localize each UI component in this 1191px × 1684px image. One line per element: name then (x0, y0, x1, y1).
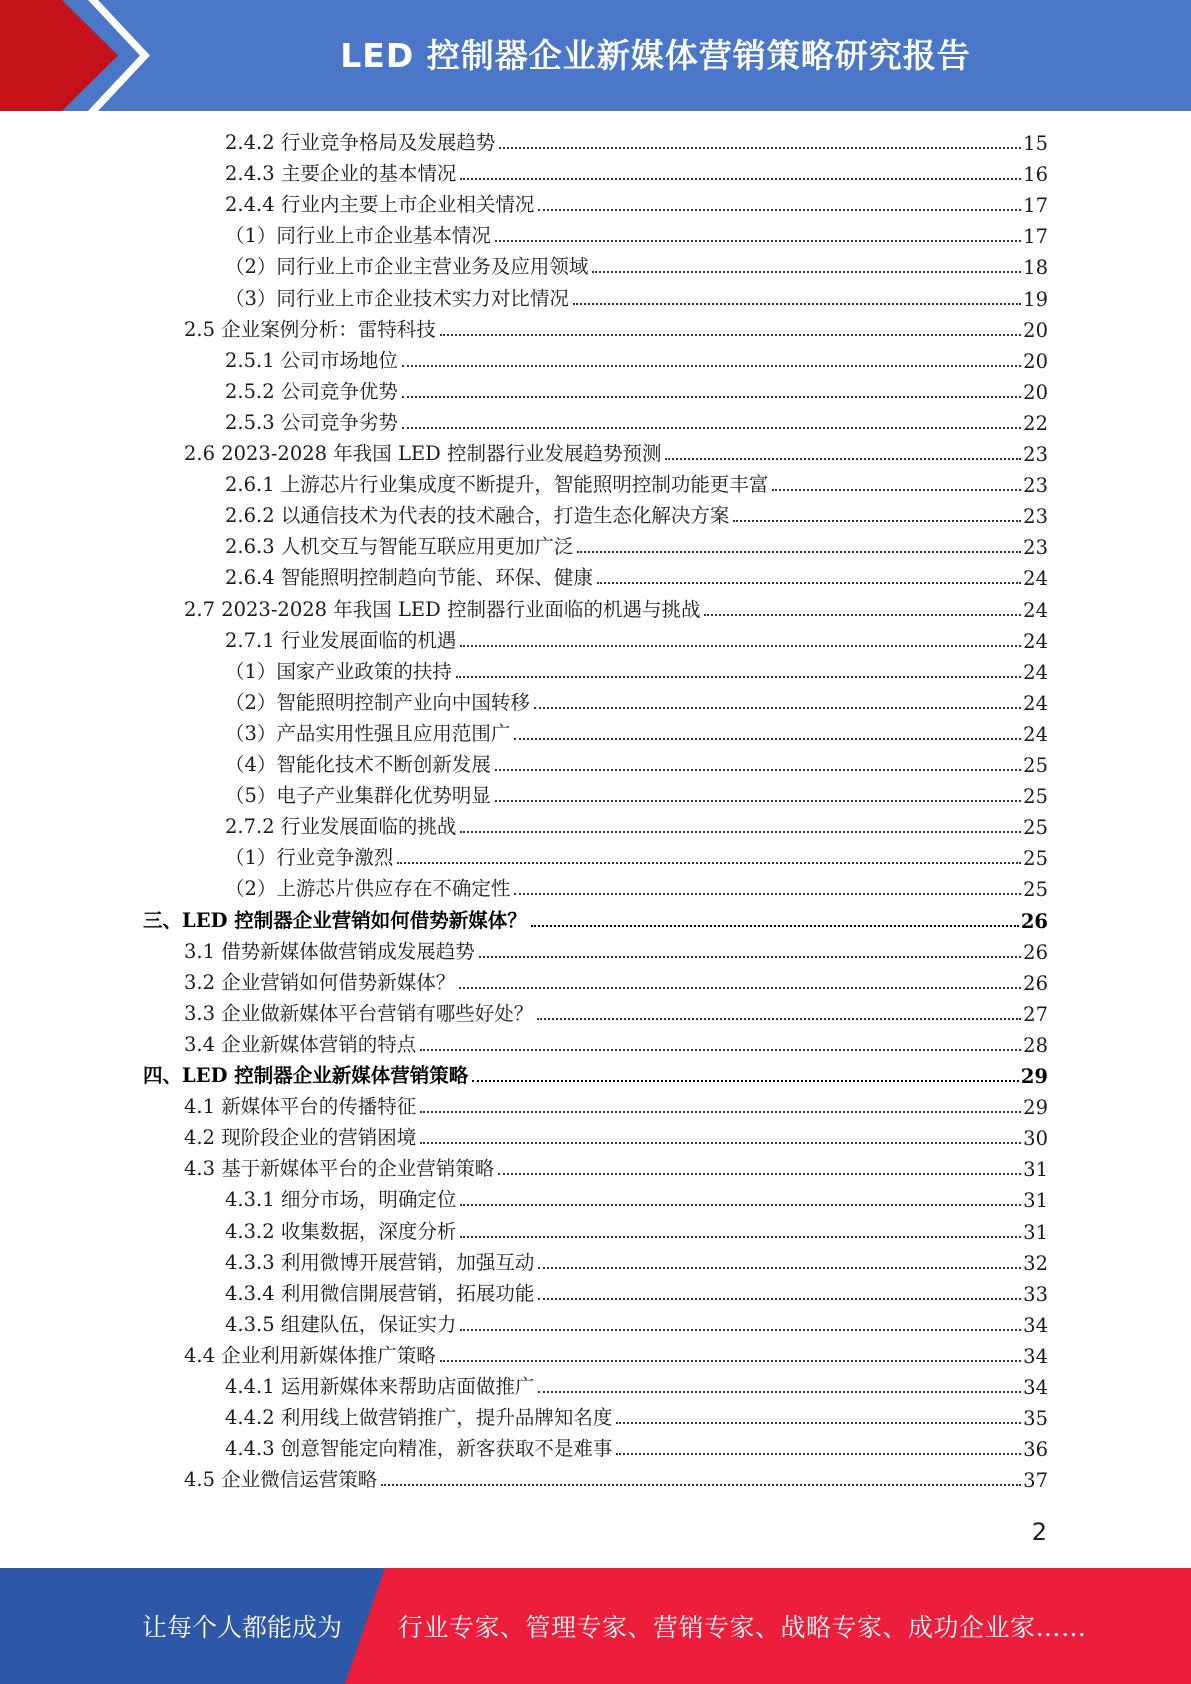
toc-entry-page: 20 (1023, 318, 1048, 342)
report-title: LED 控制器企业新媒体营销策略研究报告 (340, 36, 971, 75)
toc-entry-label: 2.4.4 行业内主要上市企业相关情况 (225, 193, 535, 217)
toc-dot-leader (592, 271, 1021, 273)
toc-entry-page: 17 (1023, 225, 1048, 249)
toc-entry-page: 20 (1023, 349, 1048, 373)
toc-dot-leader (460, 1236, 1021, 1238)
toc-dot-leader (616, 1422, 1021, 1424)
toc-entry[interactable] (184, 1464, 1048, 1492)
toc-dot-leader (460, 1329, 1021, 1331)
toc-dot-leader (397, 862, 1021, 864)
toc-entry-page: 34 (1023, 1313, 1048, 1337)
toc-dot-leader (402, 365, 1021, 367)
toc-entry-page: 19 (1023, 287, 1048, 311)
toc-entry[interactable] (225, 1309, 1048, 1337)
toc-entry-label: （1）国家产业政策的扶持 (225, 659, 452, 683)
toc-entry-page: 36 (1023, 1438, 1048, 1462)
toc-dot-leader (514, 893, 1021, 895)
toc-entry[interactable] (225, 625, 1048, 653)
toc-entry[interactable] (225, 1184, 1048, 1212)
toc-entry[interactable] (225, 345, 1048, 373)
toc-entry-label: 2.7.2 行业发展面临的挑战 (225, 815, 457, 839)
toc-entry[interactable] (225, 811, 1048, 839)
footer-slogan-left: 让每个人都能成为 (142, 1613, 343, 1642)
toc-entry-label: （3）产品实用性强且应用范围广 (225, 721, 511, 745)
toc-dot-leader (402, 427, 1021, 429)
toc-entry-page: 24 (1023, 691, 1048, 715)
toc-dot-leader (514, 738, 1021, 740)
toc-dot-leader (733, 520, 1021, 522)
toc-entry[interactable] (225, 407, 1048, 435)
toc-entry-page: 23 (1023, 505, 1048, 529)
toc-entry[interactable] (184, 438, 1048, 466)
toc-entry-page: 35 (1023, 1407, 1048, 1431)
toc-entry-page: 25 (1023, 816, 1048, 840)
toc-entry-label: 2.5.3 公司竞争劣势 (225, 410, 398, 434)
toc-entry[interactable] (225, 780, 1048, 808)
toc-entry-label: （1）同行业上市企业基本情况 (225, 224, 491, 248)
toc-entry[interactable] (225, 842, 1048, 870)
toc-entry-page: 31 (1023, 1220, 1048, 1244)
toc-entry-page: 24 (1023, 567, 1048, 591)
toc-entry-label: 4.3.3 利用微博开展营销，加强互动 (225, 1250, 535, 1274)
toc-dot-leader (460, 645, 1021, 647)
toc-dot-leader (498, 1173, 1021, 1175)
toc-entry[interactable] (225, 376, 1048, 404)
toc-entry-label: 2.7.1 行业发展面临的机遇 (225, 628, 457, 652)
toc-entry-label: 4.3.5 组建队伍，保证实力 (225, 1312, 457, 1336)
toc-entry[interactable] (184, 1153, 1048, 1181)
toc-dot-leader (440, 334, 1021, 336)
toc-dot-leader (597, 582, 1021, 584)
toc-entry-page: 15 (1023, 132, 1048, 155)
toc-entry[interactable] (184, 1091, 1048, 1119)
toc-entry[interactable] (184, 1029, 1048, 1057)
toc-entry[interactable] (225, 749, 1048, 777)
toc-entry-page: 16 (1023, 163, 1048, 187)
toc-dot-leader (531, 925, 1019, 927)
toc-entry-label: 三、LED 控制器企业营销如何借势新媒体？ (143, 908, 527, 932)
toc-entry[interactable] (184, 314, 1048, 342)
toc-entry-page: 25 (1023, 785, 1048, 809)
page-header (0, 0, 1191, 111)
toc-entry[interactable] (225, 1402, 1048, 1430)
toc-entry-page: 29 (1020, 1065, 1048, 1088)
toc-dot-leader (704, 614, 1021, 616)
toc-entry-page: 23 (1023, 536, 1048, 560)
toc-entry-page: 25 (1023, 847, 1048, 871)
toc-entry-label: 四、LED 控制器企业新媒体营销策略 (143, 1064, 469, 1087)
toc-entry-label: 2.6.3 人机交互与智能互联应用更加广泛 (225, 535, 574, 559)
toc-entry-label: 4.4.3 创意智能定向精准，新客获取不是难事 (225, 1437, 613, 1461)
toc-entry[interactable] (184, 1122, 1048, 1150)
toc-dot-leader (420, 1111, 1021, 1113)
toc-entry-page: 31 (1023, 1158, 1048, 1182)
toc-entry-page: 34 (1023, 1376, 1048, 1399)
toc-entry[interactable] (225, 283, 1048, 311)
toc-entry[interactable] (143, 905, 1048, 933)
toc-entry-page: 31 (1023, 1189, 1048, 1213)
toc-dot-leader (499, 147, 1021, 149)
toc-dot-leader (479, 956, 1021, 958)
toc-entry[interactable] (225, 562, 1048, 590)
toc-dot-leader (495, 240, 1021, 242)
toc-entry-page: 27 (1023, 1002, 1048, 1026)
toc-entry-label: 4.4.2 利用线上做营销推广，提升品牌知名度 (225, 1406, 613, 1430)
toc-entry-label: （4）智能化技术不断创新发展 (225, 753, 491, 776)
toc-entry-page: 20 (1023, 380, 1048, 404)
toc-entry-label: （2）上游芯片供应存在不确定性 (225, 877, 511, 901)
toc-dot-leader (538, 1391, 1021, 1393)
toc-entry[interactable] (184, 967, 1048, 995)
toc-entry-page: 22 (1023, 411, 1048, 435)
toc-entry-label: （1）行业竞争激烈 (225, 846, 394, 870)
toc-entry-page: 24 (1023, 629, 1048, 653)
toc-entry-label: 2.5.2 公司竞争优势 (225, 379, 398, 403)
toc-entry[interactable] (143, 1060, 1048, 1088)
toc-entry[interactable] (225, 220, 1048, 248)
toc-dot-leader (538, 1267, 1021, 1269)
toc-entry-label: 2.5.1 公司市场地位 (225, 348, 398, 372)
toc-dot-leader (460, 1204, 1021, 1206)
toc-dot-leader (495, 800, 1021, 802)
toc-entry-page: 28 (1023, 1033, 1048, 1057)
toc-entry[interactable] (225, 251, 1048, 279)
toc-entry-label: 2.7 2023-2028 年我国 LED 控制器行业面临的机遇与挑战 (184, 597, 701, 621)
toc-dot-leader (573, 303, 1021, 305)
toc-entry[interactable] (225, 1247, 1048, 1275)
toc-entry-page: 25 (1023, 878, 1048, 902)
toc-entry-label: 4.3.1 细分市场，明确定位 (225, 1188, 457, 1212)
toc-entry-page: 17 (1023, 194, 1048, 218)
toc-entry[interactable] (184, 594, 1048, 622)
toc-entry[interactable] (225, 718, 1048, 746)
toc-dot-leader (472, 1080, 1019, 1082)
toc-entry-label: 2.5 企业案例分析：雷特科技 (184, 317, 436, 341)
toc-entry[interactable] (225, 1216, 1048, 1244)
toc-entry[interactable] (225, 531, 1048, 559)
toc-entry-label: （5）电子产业集群化优势明显 (225, 784, 491, 808)
toc-entry[interactable] (225, 469, 1048, 497)
toc-entry-page: 26 (1023, 971, 1048, 995)
toc-entry[interactable] (225, 1278, 1048, 1306)
toc-entry[interactable] (225, 127, 1048, 155)
toc-entry-page: 26 (1023, 940, 1048, 964)
toc-dot-leader (538, 1298, 1021, 1300)
toc-dot-leader (420, 1142, 1021, 1144)
toc-entry-label: 4.3.2 收集数据，深度分析 (225, 1219, 457, 1243)
toc-entry-page: 32 (1023, 1251, 1048, 1275)
toc-entry-label: 4.2 现阶段企业的营销困境 (184, 1126, 417, 1150)
toc-entry[interactable] (225, 189, 1048, 217)
toc-entry[interactable] (225, 873, 1048, 901)
toc-entry-label: 4.3.4 利用微信開展营销，拓展功能 (225, 1281, 535, 1305)
toc-dot-leader (577, 551, 1021, 553)
toc-entry-page: 29 (1023, 1096, 1048, 1120)
toc-entry[interactable] (225, 687, 1048, 715)
toc-dot-leader (537, 1018, 1021, 1020)
toc-dot-leader (381, 1484, 1021, 1486)
toc-entry-page: 34 (1023, 1344, 1048, 1368)
toc-dot-leader (538, 209, 1021, 211)
toc-entry-label: （2）同行业上市企业主营业务及应用领域 (225, 255, 589, 279)
toc-dot-leader (460, 178, 1021, 180)
toc-entry-label: 2.4.2 行业竞争格局及发展趋势 (225, 131, 496, 154)
toc-entry-label: 4.4.1 运用新媒体来帮助店面做推广 (225, 1375, 535, 1398)
toc-entry-page: 26 (1020, 909, 1048, 933)
toc-entry-label: 4.5 企业微信运营策略 (184, 1468, 378, 1492)
toc-entry-label: 4.1 新媒体平台的传播特征 (184, 1095, 417, 1119)
toc-entry-page: 24 (1023, 598, 1048, 622)
toc-entry[interactable] (225, 158, 1048, 186)
toc-entry[interactable] (184, 998, 1048, 1026)
toc-entry-label: 3.4 企业新媒体营销的特点 (184, 1032, 417, 1056)
toc-entry-label: 2.6.1 上游芯片行业集成度不断提升，智能照明控制功能更丰富 (225, 473, 769, 497)
toc-entry-page: 25 (1023, 754, 1048, 777)
toc-dot-leader (495, 769, 1021, 771)
toc-entry[interactable] (184, 1340, 1048, 1368)
toc-entry-label: 2.4.3 主要企业的基本情况 (225, 162, 457, 186)
toc-entry-label: 2.6.4 智能照明控制趋向节能、环保、健康 (225, 566, 593, 590)
toc-dot-leader (456, 676, 1021, 678)
toc-entry-page: 23 (1023, 443, 1048, 466)
page-number: 2 (1031, 1518, 1047, 1546)
toc-dot-leader (460, 831, 1021, 833)
toc-entry[interactable] (225, 500, 1048, 528)
toc-entry-page: 18 (1023, 256, 1048, 280)
toc-entry-label: （2）智能照明控制产业向中国转移 (225, 690, 530, 714)
toc-dot-leader (534, 707, 1021, 709)
toc-dot-leader (616, 1453, 1021, 1455)
toc-dot-leader (665, 458, 1021, 460)
toc-dot-leader (459, 987, 1021, 989)
toc-entry-page: 23 (1023, 474, 1048, 498)
toc-entry[interactable] (225, 1371, 1048, 1399)
toc-dot-leader (772, 489, 1021, 491)
toc-dot-leader (402, 396, 1021, 398)
toc-entry[interactable] (184, 936, 1048, 964)
toc-entry-label: 3.2 企业营销如何借势新媒体？ (184, 970, 456, 994)
red-chevron-icon (0, 0, 160, 111)
footer-slogan-right: 行业专家、管理专家、营销专家、战略专家、成功企业家…… (398, 1613, 1087, 1642)
toc-entry-label: 2.6.2 以通信技术为代表的技术融合，打造生态化解决方案 (225, 504, 730, 528)
toc-entry-label: 3.3 企业做新媒体平台营销有哪些好处？ (184, 1001, 534, 1025)
toc-entry-page: 24 (1023, 722, 1048, 746)
toc-entry-label: 4.3 基于新媒体平台的企业营销策略 (184, 1157, 495, 1181)
toc-entry-page: 30 (1023, 1127, 1048, 1151)
toc-entry-page: 33 (1023, 1282, 1048, 1306)
toc-entry-label: 3.1 借势新媒体做营销成发展趋势 (184, 939, 475, 963)
toc-entry-label: （3）同行业上市企业技术实力对比情况 (225, 286, 569, 310)
toc-entry-page: 37 (1023, 1469, 1048, 1493)
page-footer (0, 1568, 1191, 1684)
toc-dot-leader (420, 1049, 1021, 1051)
toc-entry-label: 4.4 企业利用新媒体推广策略 (184, 1343, 436, 1367)
toc-dot-leader (440, 1360, 1021, 1362)
toc-entry[interactable] (225, 656, 1048, 684)
toc-entry-page: 24 (1023, 660, 1048, 684)
toc-entry[interactable] (225, 1433, 1048, 1461)
toc-entry-label: 2.6 2023-2028 年我国 LED 控制器行业发展趋势预测 (184, 442, 662, 465)
